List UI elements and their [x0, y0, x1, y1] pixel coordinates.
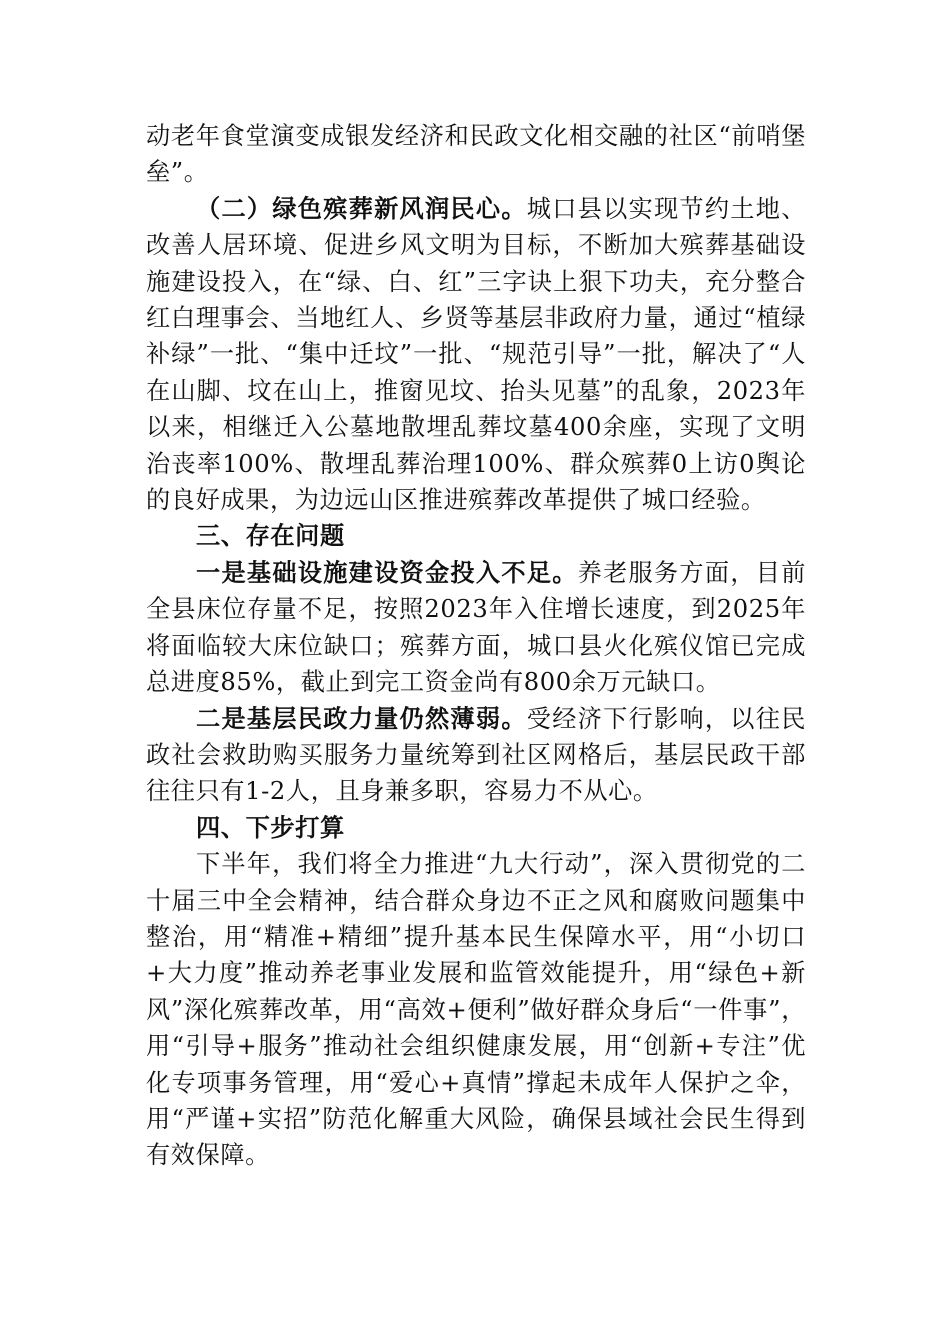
problem-item-2	[146, 701, 806, 810]
problem-item-1	[146, 555, 806, 701]
next-steps-paragraph: 下半年，我们将全力推进“九大行动”，深入贯彻党的二十届三中全会精神，结合群众身边不正之风和腐败问题集中整治，用“精准+精细”提升基本民生保障水平，用“小切口+大力度”推动养老事业发展和监管效能提升，用“绿色+新风”深化殡葬改革，用“高效+便利”做好群众身后“一件事”，用“引导+服务”推动社会组织健康发展，用“创新+专注”优化专项事务管理，用“爱心+真情”撑起未成年人保护之伞，用“严谨+实招”防范化解重大风险，确保县域社会民生得到有效保障。	[146, 850, 806, 1170]
section-heading-problems: 三、存在问题	[196, 522, 345, 551]
subsection-lead: （二）绿色殡葬新风润民心。	[196, 194, 527, 223]
document-body	[146, 118, 806, 1174]
problem-item-1-lead: 一是基础设施建设资金投入不足。	[196, 558, 578, 587]
section-heading-next-steps: 四、下步打算	[196, 813, 345, 842]
problem-item-2-text: 受经济下行影响，以往民政社会救助购买服务力量统筹到社区网格后，基层民政干部往往只有1-2人，且身兼多职，容易力不从心。	[146, 704, 806, 806]
subsection-green-funeral	[146, 191, 806, 519]
subsection-text: 城口县以实现节约土地、改善人居环境、促进乡风文明为目标，不断加大殡葬基础设施建设投入，在“绿、白、红”三字诀上狠下功夫，充分整合红白理事会、当地红人、乡贤等基层非政府力量，通过“植绿补绿”一批、“集中迁坟”一批、“规范引导”一批，解决了“人在山脚、坟在山上，推窗见坟、抬头见墓”的乱象，2023年以来，相继迁入公墓地散埋乱葬坟墓400余座，实现了文明治丧率100%、散埋乱葬治理100%、群众殡葬0上访0舆论的良好成果，为边远山区推进殡葬改革提供了城口经验。	[146, 194, 806, 515]
problem-item-1-text: 养老服务方面，目前全县床位存量不足，按照2023年入住增长速度，到2025年将面临较大床位缺口；殡葬方面，城口县火化殡仪馆已完成总进度85%，截止到完工资金尚有800余万元缺口。	[146, 558, 806, 697]
continuation-paragraph: 动老年食堂演变成银发经济和民政文化相交融的社区“前哨堡垒”。	[146, 122, 806, 187]
problem-item-2-lead: 二是基层民政力量仍然薄弱。	[196, 704, 527, 733]
